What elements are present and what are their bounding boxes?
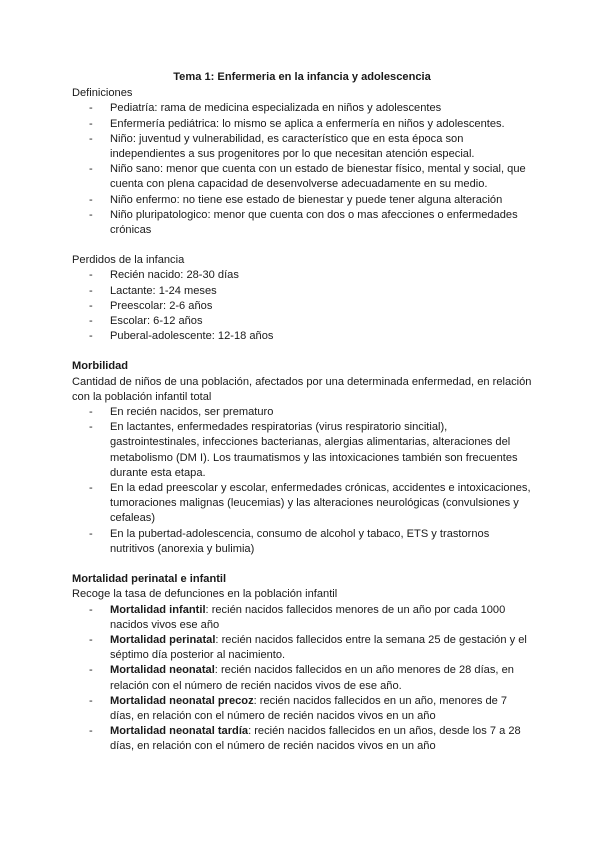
list-item: - Niño enfermo: no tiene ese estado de bienestar y puede tener alguna alteración bbox=[72, 193, 532, 208]
list-item bbox=[72, 694, 532, 724]
list-item: - Enfermería pediátrica: lo mismo se aplica a enfermería en niños y adolescentes. bbox=[72, 117, 532, 132]
mortalidad-heading: Mortalidad perinatal e infantil bbox=[72, 573, 227, 586]
mortalidad-intro: Recoge la tasa de defunciones en la población infantil bbox=[72, 588, 338, 601]
list-item: - Preescolar: 2-6 años bbox=[72, 299, 532, 314]
list-item: - Pediatría: rama de medicina especializada en niños y adolescentes bbox=[72, 101, 532, 116]
term-label: Mortalidad neonatal bbox=[110, 664, 215, 677]
list-item bbox=[72, 724, 532, 754]
term-definition: : recién nacidos fallecidos menores de un año por cada 1000 nacidos vivos ese año bbox=[110, 603, 506, 631]
list-item: - Escolar: 6-12 años bbox=[72, 314, 532, 329]
list-item: - Niño: juventud y vulnerabilidad, es característico que en esta época son independientes a sus progenitores por lo que necesitan atención especial. bbox=[72, 132, 532, 162]
periodos-list bbox=[72, 268, 532, 344]
term-definition: : recién nacidos fallecidos en un años, desde los 7 a 28 días, en relación con el número de recién nacidos vivos en un año bbox=[110, 725, 521, 753]
morbilidad-intro: Cantidad de niños de una población, afectados por una determinada enfermedad, en relación con la población infantil total bbox=[72, 375, 532, 403]
list-item: - Niño pluripatologico: menor que cuenta con dos o mas afecciones o enfermedades crónicas bbox=[72, 208, 532, 238]
list-item: - Lactante: 1-24 meses bbox=[72, 284, 532, 299]
document-page bbox=[72, 70, 532, 755]
term-definition: : recién nacidos fallecidos entre la semana 25 de gestación y el séptimo día posterior al nacimiento. bbox=[110, 633, 527, 662]
list-item: - En la pubertad-adolescencia, consumo de alcohol y tabaco, ETS y trastornos nutritivos (anorexia y bulimia) bbox=[72, 527, 532, 557]
term-label: Mortalidad neonatal tardía bbox=[110, 725, 249, 738]
definiciones-list bbox=[72, 101, 532, 238]
term-label: Mortalidad perinatal bbox=[110, 633, 216, 646]
list-item bbox=[72, 633, 532, 663]
list-item: - En la edad preescolar y escolar, enfermedades crónicas, accidentes e intoxicaciones, tumoraciones malignas (leucemias) y las alteraciones neurológicas (convulsiones y cefaleas) bbox=[72, 481, 532, 527]
term-definition: : recién nacidos fallecidos en un año, menores de 7 días, en relación con el número de recién nacidos vivos en un año bbox=[110, 694, 508, 722]
morbilidad-list bbox=[72, 405, 532, 557]
document-title: Tema 1: Enfermeria en la infancia y adolescencia bbox=[173, 71, 431, 83]
term-label: Mortalidad neonatal precoz bbox=[110, 694, 254, 707]
list-item bbox=[72, 603, 532, 633]
list-item: - En lactantes, enfermedades respiratorias (virus respiratorio sincitial), gastrointestinales, infecciones bacterianas, alergias alimentarias, alteraciones del metabolismo (DM I). Los traumatismos y las intoxicaciones también son frecuentes durante esta etapa. bbox=[72, 420, 532, 481]
spacer bbox=[72, 238, 532, 253]
spacer bbox=[72, 344, 532, 359]
periodos-heading: Perdidos de la infancia bbox=[72, 254, 185, 267]
term-label: Mortalidad infantil bbox=[110, 603, 206, 616]
spacer bbox=[72, 557, 532, 572]
list-item bbox=[72, 663, 532, 693]
mortalidad-list bbox=[72, 603, 532, 755]
list-item: - En recién nacidos, ser prematuro bbox=[72, 405, 532, 420]
list-item: - Puberal-adolescente: 12-18 años bbox=[72, 329, 532, 344]
list-item: - Recién nacido: 28-30 días bbox=[72, 268, 532, 283]
term-definition: : recién nacidos fallecidos en un año menores de 28 días, en relación con el número de recién nacidos vivos de ese año. bbox=[110, 664, 514, 692]
list-item: - Niño sano: menor que cuenta con un estado de bienestar físico, mental y social, que cuenta con plena capacidad de desenvolverse adecuadamente en su medio. bbox=[72, 162, 532, 192]
definiciones-heading: Definiciones bbox=[72, 87, 133, 100]
morbilidad-heading: Morbilidad bbox=[72, 360, 129, 373]
